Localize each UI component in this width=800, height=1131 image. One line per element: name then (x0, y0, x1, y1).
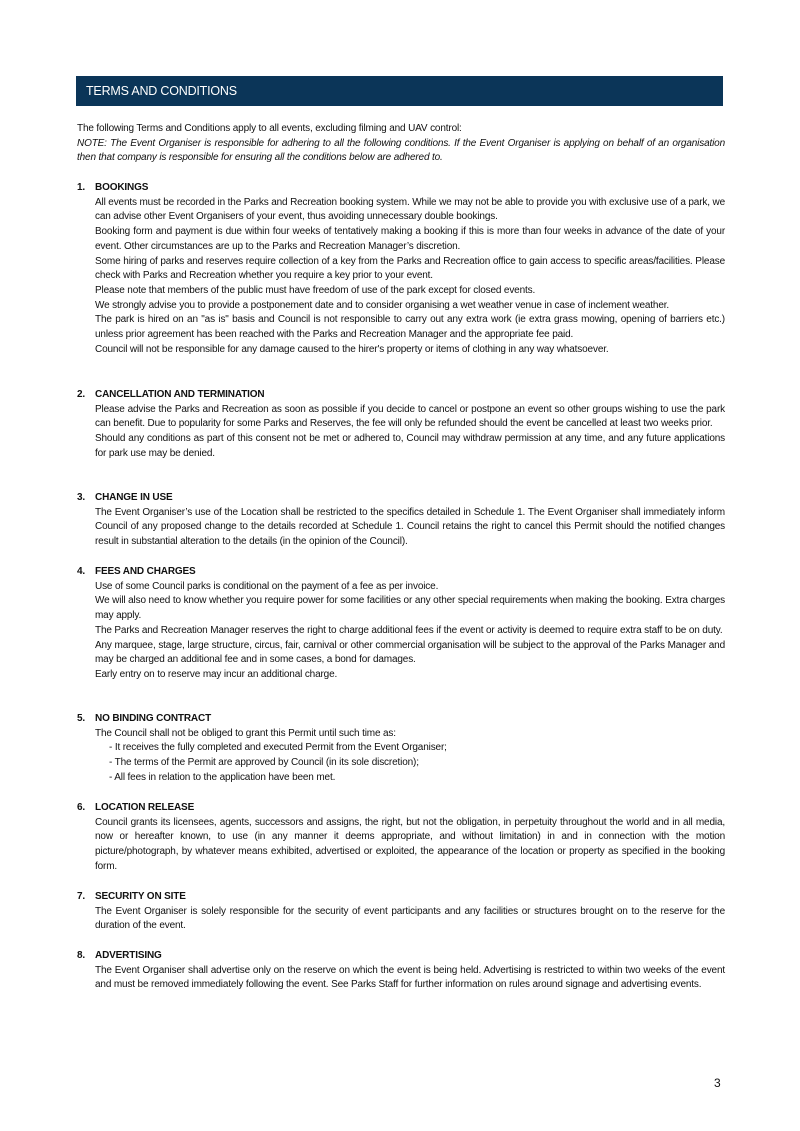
section-body (95, 964, 725, 993)
section-heading (77, 801, 725, 816)
section-number: 6. (77, 802, 86, 813)
section-heading (77, 712, 725, 727)
paragraph: The park is hired on an "as is" basis and Council is not responsible to carry out any extra work (ie extra grass mowing, opening of barriers etc.) unless prior agreement has been reached with the Parks and Recreation Manager and the appropriate fee paid. (95, 314, 725, 341)
paragraph: The Council shall not be obliged to grant this Permit until such time as: (95, 727, 396, 739)
page-number: 3 (714, 1076, 721, 1090)
section-4 (77, 565, 725, 683)
section-body (95, 727, 725, 786)
bullet-item: - The terms of the Permit are approved by Council (in its sole discretion); (109, 756, 725, 771)
intro-line: The following Terms and Conditions apply to all events, excluding filming and UAV control: (77, 123, 462, 134)
section-title: CHANGE IN USE (95, 492, 173, 503)
section-body (95, 196, 725, 358)
section-title: FEES AND CHARGES (95, 566, 196, 577)
section-heading (77, 491, 725, 506)
section-title: ADVERTISING (95, 950, 162, 961)
paragraph: Should any conditions as part of this consent not be met or adhered to, Council may withdraw permission at any time, and any future applications for park use may be denied. (95, 433, 725, 459)
paragraph: The Parks and Recreation Manager reserves the right to charge additional fees if the event or activity is deemed to require extra staff to be on duty. (95, 624, 723, 636)
paragraph: Council grants its licensees, agents, successors and assigns, the right, but not the obligation, in perpetuity throughout the world and in all media, now or hereafter known, to use (in any manner it deems appropriate, and without limitation) in and in connection with the motion picture/photograph, by whatever means exhibited, advertised or exploited, the appearance of the location or property as specified in the booking form. (95, 816, 725, 872)
section-title: NO BINDING CONTRACT (95, 713, 212, 724)
section-body (95, 506, 725, 550)
section-body (95, 580, 725, 683)
bullet-item: - It receives the fully completed and executed Permit from the Event Organiser; (109, 741, 725, 756)
section-1 (77, 181, 725, 357)
section-body (95, 816, 725, 875)
section-body (95, 905, 725, 934)
paragraph: Some hiring of parks and reserves require collection of a key from the Parks and Recreation office to gain access to specific areas/facilities. Please check with Parks and Recreation whether you require a key prior to your event. (95, 255, 725, 282)
section-banner: TERMS AND CONDITIONS (76, 76, 723, 106)
paragraph: We strongly advise you to provide a postponement date and to consider organising a wet weather venue in case of inclement weather. (95, 299, 670, 311)
section-number: 7. (77, 891, 86, 902)
section-6 (77, 801, 725, 875)
section-number: 3. (77, 492, 86, 503)
section-title: LOCATION RELEASE (95, 802, 195, 813)
section-8 (77, 949, 725, 993)
section-3 (77, 491, 725, 550)
paragraph: The Event Organiser’s use of the Location shall be restricted to the specifics detailed in Schedule 1. The Event Organiser shall immediately inform Council of any proposed change to the details recorded at Schedule 1. Council retains the right to cancel this Permit should the notified changes result in substantial alteration to the details (in the opinion of the Council). (95, 506, 725, 548)
intro (77, 122, 725, 166)
section-heading (77, 949, 725, 964)
section-title: CANCELLATION AND TERMINATION (95, 389, 265, 400)
section-number: 5. (77, 713, 86, 724)
section-number: 4. (77, 566, 86, 577)
section-title: BOOKINGS (95, 182, 149, 193)
section-body (95, 403, 725, 462)
paragraph: Please advise the Parks and Recreation as soon as possible if you decide to cancel or postpone an event so other groups wishing to use the park can benefit. Due to popularity for some Parks and Reserves, the fee will only be refunded should the event be cancelled at least two weeks prior. (95, 403, 725, 430)
paragraph: Use of some Council parks is conditional on the payment of a fee as per invoice. (95, 580, 439, 592)
section-number: 8. (77, 950, 86, 961)
paragraph: Early entry on to reserve may incur an additional charge. (95, 668, 338, 680)
paragraph: All events must be recorded in the Parks and Recreation booking system. While we may not be able to provide you with exclusive use of a park, we can advise other Event Organisers of your event, thus avoiding unnecessary double bookings. (95, 196, 725, 223)
section-number: 2. (77, 389, 86, 400)
paragraph: Please note that members of the public must have freedom of use of the park except for closed events. (95, 284, 536, 296)
paragraph: Council will not be responsible for any damage caused to the hirer's property or items of clothing in any way whatsoever. (95, 343, 609, 355)
section-heading (77, 565, 725, 580)
section-heading (77, 181, 725, 196)
section-title: SECURITY ON SITE (95, 891, 186, 902)
bullet-item: - All fees in relation to the application have been met. (109, 771, 725, 786)
paragraph: Booking form and payment is due within four weeks of tentatively making a booking if this is more than four weeks in advance of the date of your event. Other circumstances are up to the Parks and Recreation Manager’s discretion. (95, 226, 725, 252)
section-heading (77, 890, 725, 905)
paragraph: The Event Organiser shall advertise only on the reserve on which the event is being held. Advertising is restricted to within two weeks of the event and must be removed immediately following the event. See Parks Staff for further information on rules around signage and advertising events. (95, 964, 725, 991)
section-2 (77, 388, 725, 462)
section-heading (77, 388, 725, 403)
paragraph: Any marquee, stage, large structure, circus, fair, carnival or other commercial organisation will be subject to the approval of the Parks Manager and may be charged an additional fee and in some cases, a bond for damages. (95, 639, 725, 666)
section-number: 1. (77, 182, 86, 193)
bullet-list (95, 741, 725, 785)
intro-note: NOTE: The Event Organiser is responsible for adhering to all the following conditions. If the Event Organiser is applying on behalf of an organisation then that company is responsible for ensuring all the conditions below are adhered to. (77, 137, 725, 164)
paragraph: We will also need to know whether you require power for some facilities or any other special requirements when making the booking. Extra charges may apply. (95, 595, 725, 622)
paragraph: The Event Organiser is solely responsible for the security of event participants and any facilities or structures brought on to the reserve for the duration of the event. (95, 905, 725, 932)
section-7 (77, 890, 725, 934)
section-5 (77, 712, 725, 786)
